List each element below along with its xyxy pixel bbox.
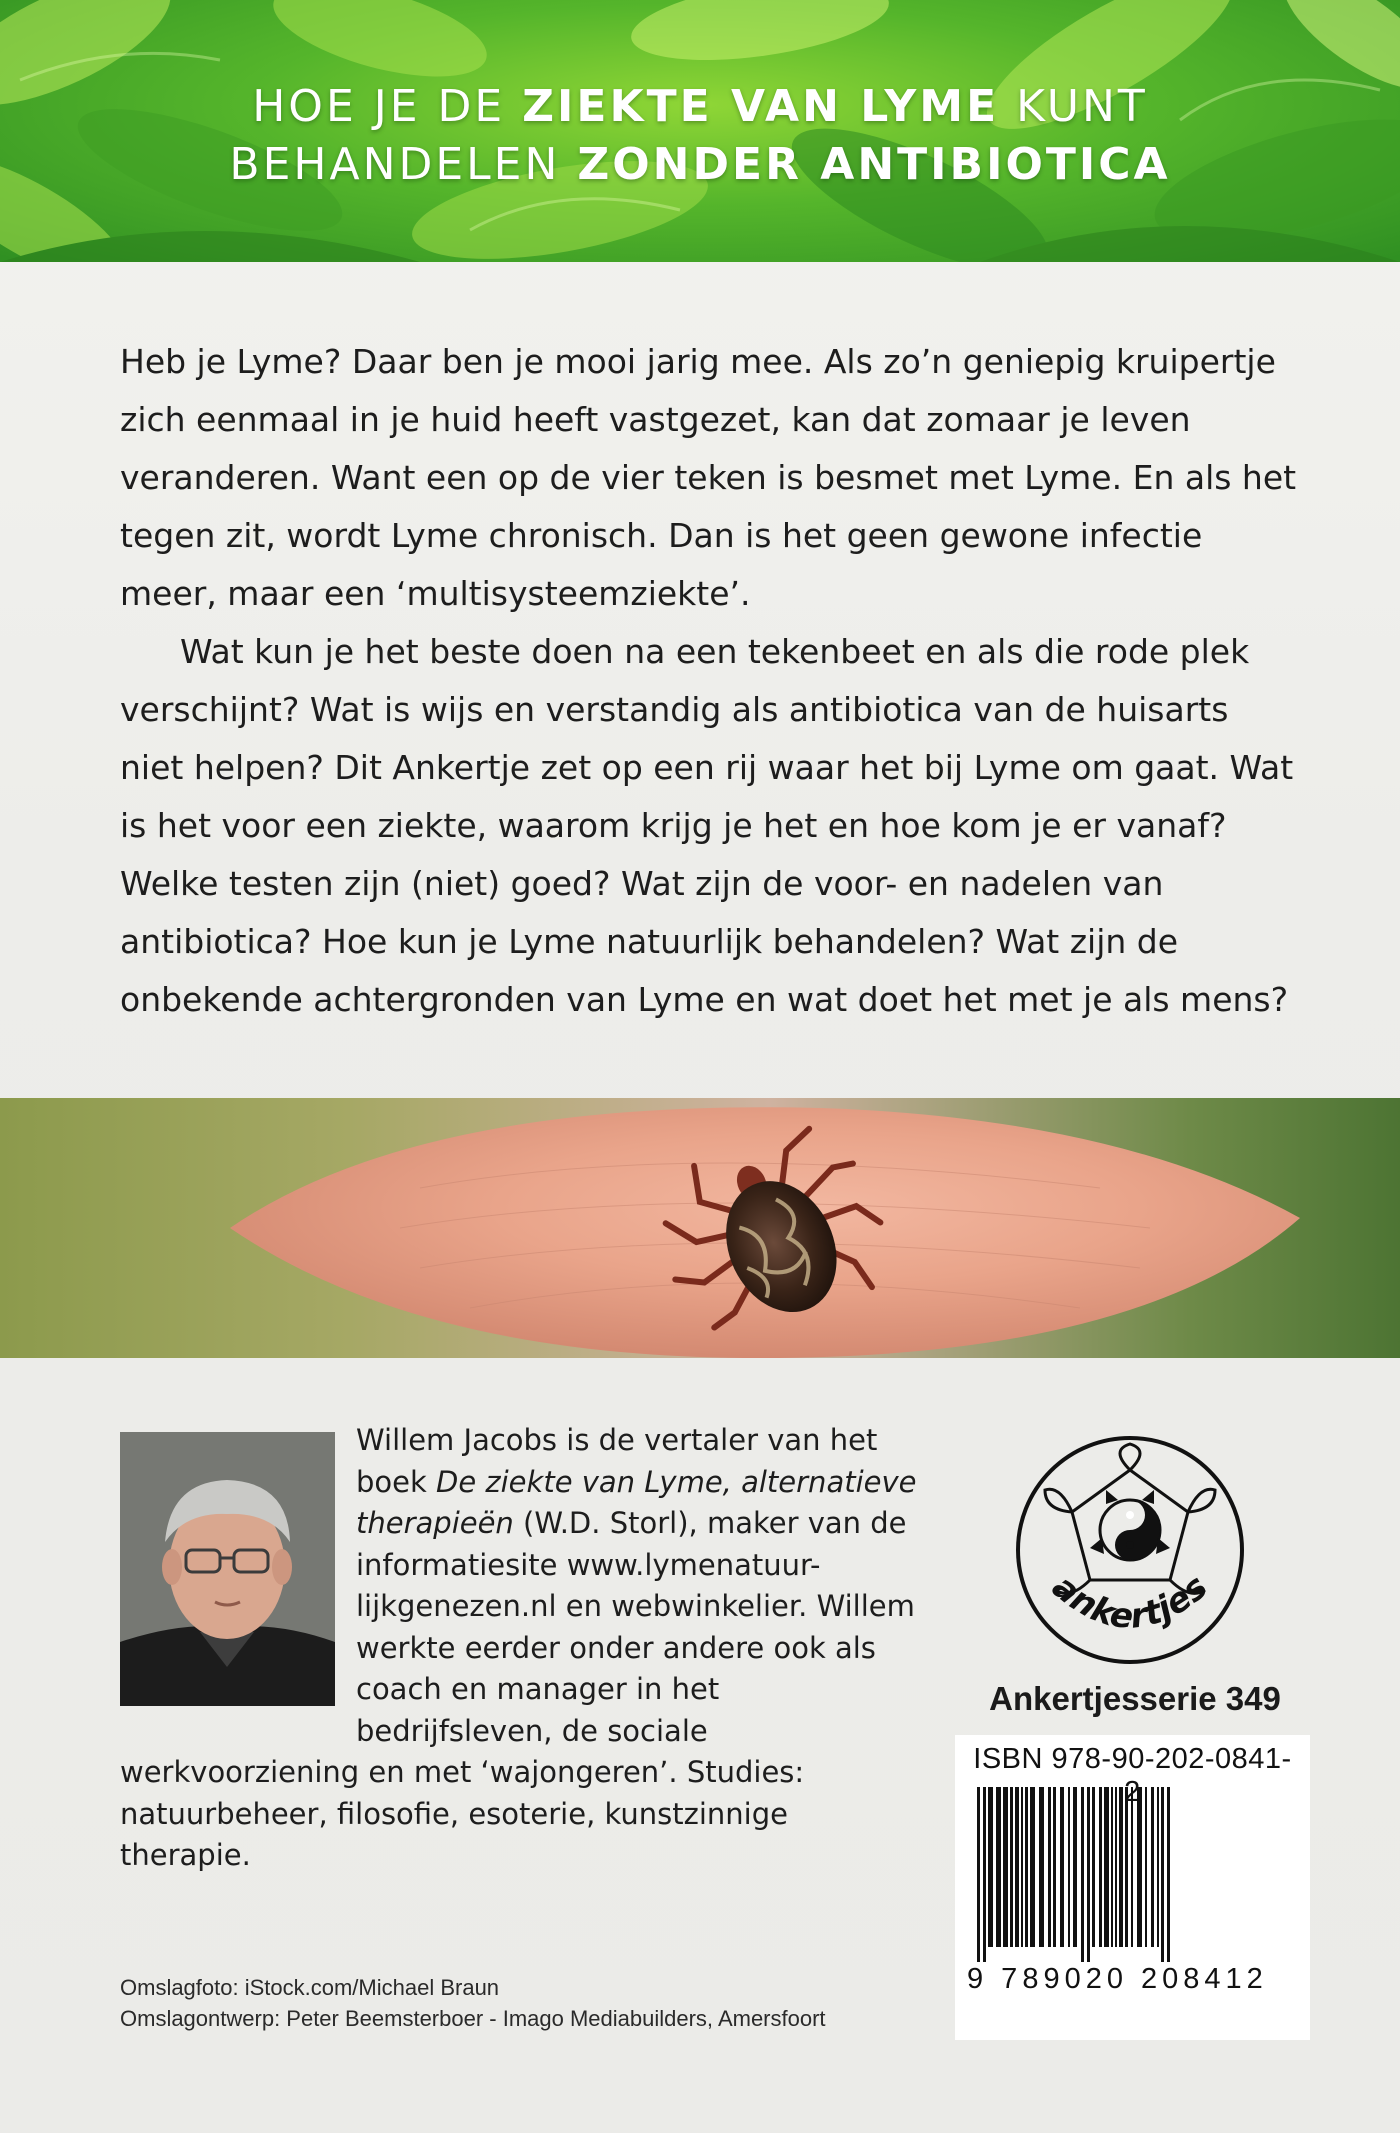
barcode-bar [996,1787,1001,1947]
title-line-2 [0,136,1400,194]
barcode-bar [1015,1787,1019,1947]
tick-photo [0,1098,1400,1358]
barcode-bar [1151,1787,1154,1947]
barcode-bar [1092,1787,1095,1947]
title-line-1 [0,78,1400,136]
barcode-bar [977,1787,980,1962]
ankertjes-logo [1010,1430,1250,1670]
barcode-bar [1003,1787,1008,1947]
cover-title [0,78,1400,194]
author-bio-text-pre: Willem Jacobs is de vertaler van het boek [356,1423,878,1499]
barcode-bar [1053,1787,1056,1947]
barcode-bar [1125,1787,1128,1947]
barcode-bar [1048,1787,1051,1947]
barcode-bar [1111,1787,1113,1947]
barcode-bar [1060,1787,1064,1947]
barcode-bar [1073,1787,1077,1947]
barcode-bar [1010,1787,1013,1947]
barcode-digits: 9 789020 208412 [967,1963,1268,1995]
barcode-bar [1099,1787,1102,1947]
photo-float-spacer [120,1420,356,1716]
author-bio-text-post: (W.D. Storl), maker van de informatiesite www.lymenatuur-lijkgenezen.nl en webwinkelier. Willem werkte eerder onder andere ook als coach en manager in het bedrijfsleven, de sociale werkvoorziening en met ‘wajongeren’. Studies: natuurbeheer, filosofie, esoterie, kunstzinnige therapie. [120,1506,915,1872]
photo-credit: Omslagfoto: iStock.com/Michael Braun [120,1975,500,2000]
barcode-bar [983,1787,986,1962]
blurb-paragraph-1: Heb je Lyme? Daar ben je mooi jarig mee. Als zo’n geniepig kruipertje zich eenmaal in je huid heeft vastgezet, kan dat zomaar je leven veranderen. Want een op de vier teken is besmet met Lyme. En als het tegen zit, wordt Lyme chronisch. Dan is het geen gewone infectie meer, maar een ‘multisysteemziekte’. [120,342,1297,613]
barcode-bar [1104,1787,1109,1947]
header-banner [0,0,1400,262]
barcode-bar [1068,1787,1070,1947]
barcode-bar [1025,1787,1028,1947]
cover-credits [120,1972,880,2034]
title-line-1-post: KUNT [999,81,1148,132]
barcode-bar [1161,1787,1164,1962]
barcode-bar [1115,1787,1117,1947]
barcode-bar [1119,1787,1123,1947]
design-credit: Omslagontwerp: Peter Beemsterboer - Imago Mediabuilders, Amersfoort [120,2006,826,2031]
author-bio [120,1420,920,1877]
barcode-bar [1145,1787,1147,1947]
title-line-2-pre: BEHANDELEN [229,139,578,190]
barcode-bar [1157,1787,1159,1947]
barcode-bar [1039,1787,1044,1947]
blurb-paragraph-2: Wat kun je het beste doen na een tekenbeet en als die rode plek verschijnt? Wat is wijs en verstandig als antibiotica van de huisarts niet helpen? Dit Ankertje zet op een rij waar het bij Lyme om gaat. Wat is het voor een ziekte, waarom krijg je het en hoe kom je er vanaf? Welke testen zijn (niet) goed? Wat zijn de voor- en nadelen van antibiotica? Hoe kun je Lyme natuurlijk behandelen? Wat zijn de onbekende achtergronden van Lyme en wat doet het met je als mens? [120,632,1294,1019]
title-line-1-bold: ZIEKTE VAN LYME [522,81,1000,132]
barcode-bar [1021,1787,1023,1947]
barcode-bar [1137,1787,1142,1947]
title-line-2-bold: ZONDER ANTIBIOTICA [577,139,1171,190]
author-book-title: De ziekte van Lyme, alternatieve therapieën [356,1464,917,1540]
barcode-bar [1081,1787,1084,1962]
series-label: Ankertjesserie 349 [989,1680,1281,1717]
back-cover-blurb [120,333,1300,1029]
barcode-bar [988,1787,993,1947]
isbn-text: ISBN 978-90-202-0841-2 [973,1743,1292,1808]
barcode-bar [1167,1787,1170,1962]
barcode-bar [1131,1787,1133,1947]
isbn-barcode [955,1735,1310,2040]
title-line-1-pre: HOE JE DE [252,81,523,132]
barcode-bar [1030,1787,1035,1947]
logo-text: ankertjes [1044,1566,1216,1638]
barcode-bars [977,1787,1289,1962]
barcode-bar [1087,1787,1090,1962]
